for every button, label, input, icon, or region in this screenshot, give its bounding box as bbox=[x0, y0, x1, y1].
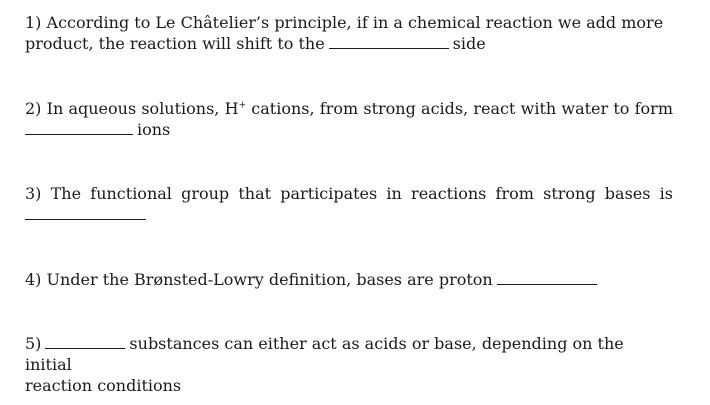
question-2-text-a: In aqueous solutions, H bbox=[46, 99, 239, 118]
question-1-text-after-blank: side bbox=[452, 34, 486, 53]
question-2 bbox=[25, 98, 673, 140]
question-5-answer-blank[interactable] bbox=[45, 336, 125, 349]
question-4-text-before-blank: Under the Brønsted-Lowry definition, bases are proton bbox=[46, 270, 493, 289]
question-2-line-1 bbox=[25, 98, 673, 119]
question-3-answer-blank[interactable] bbox=[25, 207, 146, 220]
question-1 bbox=[25, 12, 673, 54]
question-5-text-after-blank: substances can either act as acids or base, depending on the initial bbox=[25, 334, 624, 374]
question-1-number: 1) bbox=[25, 13, 42, 32]
hydrogen-charge-superscript: + bbox=[238, 100, 247, 111]
question-4-number: 4) bbox=[25, 270, 42, 289]
question-2-text-b: cations, from strong acids, react with water to form bbox=[246, 99, 673, 118]
question-3 bbox=[25, 183, 673, 225]
question-5-line-2: reaction conditions bbox=[25, 376, 182, 395]
question-2-number: 2) bbox=[25, 99, 42, 118]
question-4 bbox=[25, 269, 673, 290]
question-1-line-1: According to Le Châtelier’s principle, if in a chemical reaction we add more bbox=[46, 13, 664, 32]
question-2-text-after-blank: ions bbox=[137, 120, 171, 139]
question-5-number: 5) bbox=[25, 334, 42, 353]
question-3-number: 3) bbox=[25, 184, 42, 203]
question-5 bbox=[25, 333, 673, 396]
question-3-text: The functional group that participates in reactions from strong bases is bbox=[50, 184, 673, 203]
question-3-line-1 bbox=[25, 183, 673, 204]
question-2-answer-blank[interactable] bbox=[25, 122, 133, 135]
question-4-answer-blank[interactable] bbox=[497, 272, 597, 285]
question-1-answer-blank[interactable] bbox=[329, 36, 449, 49]
question-1-text-before-blank: product, the reaction will shift to the bbox=[25, 34, 325, 53]
